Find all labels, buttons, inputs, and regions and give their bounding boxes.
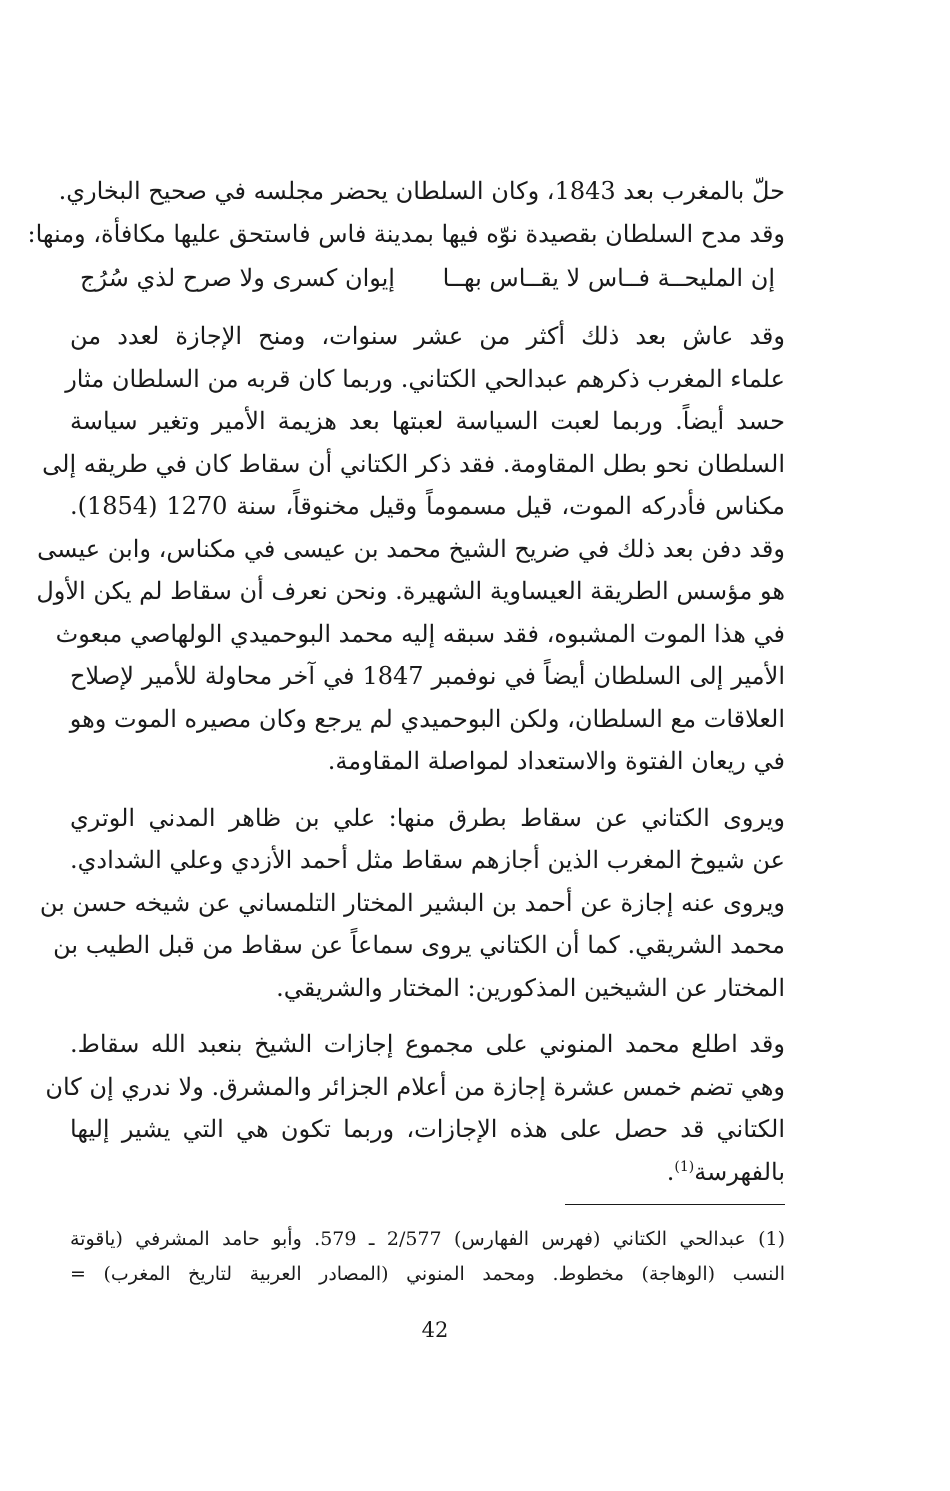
verse-second-hemistich: إيوان كسرى ولا صرح لذي سُرُج <box>80 264 395 292</box>
paragraph-gap <box>70 1009 785 1023</box>
text-line: ويروى عنه إجازة عن أحمد بن البشير المختار التلمساني عن شيخه حسن بن <box>39 888 785 917</box>
text-line: حلّ بالمغرب بعد 1843، وكان السلطان يحضر مجلسه في صحيح البخاري. <box>58 177 785 205</box>
text-line: عن شيوخ المغرب الذين أجازهم سقاط مثل أحمد الأزدي وعلي الشدادي. <box>70 846 785 874</box>
footnote-line: النسب (الوهاجة) مخطوط. ومحمد المنوني (المصادر العربية لتاريخ المغرب) = <box>70 1263 785 1285</box>
text-line: المختار عن الشيخين المذكورين: المختار والشريقي. <box>276 973 785 1002</box>
body-paragraph <box>45 1023 786 1193</box>
text-line: علماء المغرب ذكرهم عبدالحي الكتاني. وربما كان قربه من السلطان مثار <box>65 364 785 393</box>
text-line: وقد اطلع محمد المنوني على مجموع إجازات الشيخ بنعبد الله سقاط. <box>70 1030 785 1058</box>
text-line: وقد عاش بعد ذلك أكثر من عشر سنوات، ومنح الإجازة لعدد من <box>70 322 785 350</box>
body-paragraph <box>39 797 785 1010</box>
intro-paragraph <box>27 170 785 255</box>
text-line: في هذا الموت المشبوه، فقد سبقه إليه محمد البوحميدي الولهاصي مبعوث <box>55 619 785 648</box>
text-line: السلطان نحو بطل المقاومة. فقد ذكر الكتاني أن سقاط كان في طريقه إلى <box>42 449 785 478</box>
page-body <box>27 170 786 1193</box>
footnote-line: (1) عبدالحي الكتاني (فهرس الفهارس) 2/577 ـ 579. وأبو حامد المشرفي (ياقوتة <box>70 1228 785 1250</box>
text-line: وقد مدح السلطان بقصيدة نوّه فيها بمدينة فاس فاستحق عليها مكافأة، ومنها: <box>27 219 785 248</box>
text-fragment: بالفهرسة <box>694 1157 785 1186</box>
page-number: 42 <box>421 1318 449 1342</box>
text-line: مكناس فأدركه الموت، قيل مسموماً وقيل مخنوقاً، سنة 1270 (1854). <box>70 492 785 520</box>
text-line: ويروى الكتاني عن سقاط بطرق منها: علي بن ظاهر المدني الوتري <box>70 803 785 832</box>
text-line: في ريعان الفتوة والاستعداد لمواصلة المقاومة. <box>327 747 785 775</box>
verse-first-hemistich: إن المليحــة فــاس لا يقــاس بهــا <box>442 264 775 292</box>
text-line: الأمير إلى السلطان أيضاً في نوفمبر 1847 في آخر محاولة للأمير لإصلاح <box>70 662 785 690</box>
footnote <box>70 1222 785 1292</box>
text-line: العلاقات مع السلطان، ولكن البوحميدي لم يرجع وكان مصيره الموت وهو <box>69 704 785 733</box>
body-paragraph <box>36 315 785 783</box>
text-line: الكتاني قد حصل على هذه الإجازات، وربما تكون هي التي يشير إليها <box>70 1115 786 1143</box>
paragraph-gap <box>70 783 785 797</box>
text-line: حسد أيضاً. وربما لعبت السياسة لعبتها بعد هزيمة الأمير وتغير سياسة <box>70 407 785 435</box>
text-fragment: . <box>666 1157 675 1186</box>
footnote-reference: (1) <box>674 1158 695 1175</box>
text-line: وقد دفن بعد ذلك في ضريح الشيخ محمد بن عيسى في مكناس، وابن عيسى <box>37 534 785 563</box>
text-line: وهي تضم خمس عشرة إجازة من أعلام الجزائر والمشرق. ولا ندري إن كان <box>45 1072 785 1101</box>
text-line: هو مؤسس الطريقة العيساوية الشهيرة. ونحن نعرف أن سقاط لم يكن الأول <box>36 577 785 605</box>
footnote-separator <box>565 1204 785 1205</box>
poetry-verse <box>70 257 785 299</box>
text-line <box>70 1151 785 1194</box>
text-line: محمد الشريقي. كما أن الكتاني يروى سماعاً عن سقاط من قبل الطيب بن <box>53 931 785 959</box>
